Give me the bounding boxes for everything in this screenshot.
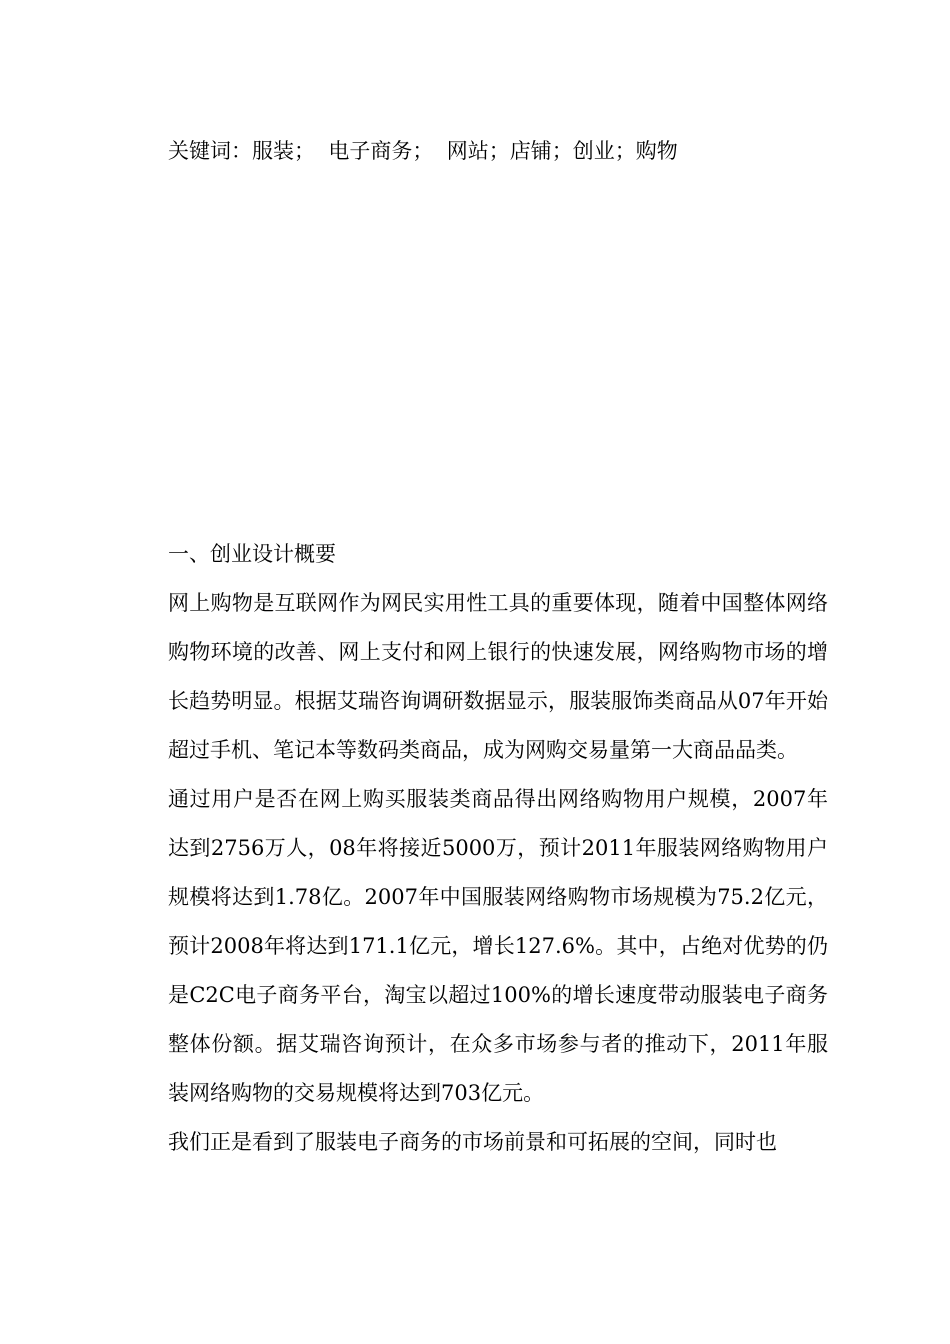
paragraph-1: 网上购物是互联网作为网民实用性工具的重要体现，随着中国整体网络购物环境的改善、网上支付和网上银行的快速发展，网络购物市场的增长趋势明显。根据艾瑞咨询调研数据显示，服装服饰类商品从07年开始超过手机、笔记本等数码类商品，成为网购交易量第一大商品品类。 xyxy=(168,591,828,762)
paragraph-2: 通过用户是否在网上购买服装类商品得出网络购物用户规模，2007年达到2756万人，08年将接近5000万，预计2011年服装网络购物用户规模将达到1.78亿。2007年中国服装网络购物市场规模为75.2亿元，预计2008年将达到171.1亿元，增长127.6%。其中，占绝对优势的仍是C2C电子商务平台，淘宝以超过100%的增长速度带动服装电子商务整体份额。据艾瑞咨询预计，在众多市场参与者的推动下，2011年服装网络购物的交易规模将达到703亿元。 xyxy=(168,787,828,1105)
section-body xyxy=(168,530,828,1167)
keywords-line: 关键词：服装； 电子商务； 网站；店铺；创业；购物 xyxy=(168,139,678,163)
paragraph-3: 我们正是看到了服装电子商务的市场前景和可拓展的空间，同时也 xyxy=(168,1130,777,1154)
section-title: 一、创业设计概要 xyxy=(168,542,336,566)
